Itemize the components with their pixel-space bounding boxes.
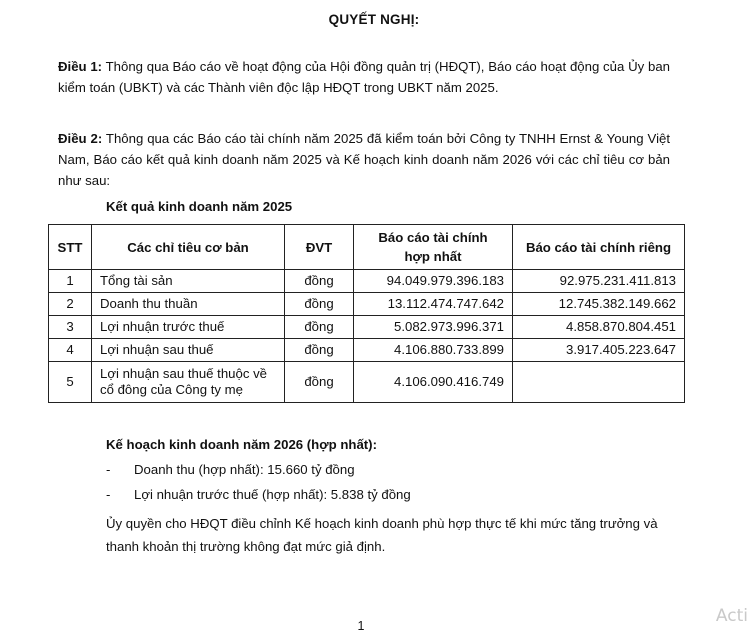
cell-unit: đồng <box>285 339 354 362</box>
cell-separate: 12.745.382.149.662 <box>513 293 685 316</box>
cell-consolidated: 94.049.979.396.183 <box>354 270 513 293</box>
article-1-paragraph <box>58 56 670 98</box>
cell-separate: 3.917.405.223.647 <box>513 339 685 362</box>
cell-separate: 4.858.870.804.451 <box>513 316 685 339</box>
cell-consolidated: 5.082.973.996.371 <box>354 316 513 339</box>
cell-indicator: Doanh thu thuần <box>92 293 285 316</box>
cell-indicator-line2: cổ đông của Công ty mẹ <box>100 382 243 397</box>
col-header-stt: STT <box>49 225 92 270</box>
table-row <box>49 362 685 403</box>
plan-bullet-profit <box>106 486 411 504</box>
col-header-consolidated-line2: hợp nhất <box>404 249 462 264</box>
cell-separate: 92.975.231.411.813 <box>513 270 685 293</box>
cell-indicator <box>92 362 285 403</box>
bullet-marker: - <box>106 462 111 477</box>
cell-unit: đồng <box>285 362 354 403</box>
table-row <box>49 270 685 293</box>
cell-consolidated: 13.112.474.747.642 <box>354 293 513 316</box>
plan-bullet-revenue <box>106 461 355 479</box>
results-table <box>48 224 685 403</box>
cell-separate <box>513 362 685 403</box>
table-row <box>49 316 685 339</box>
cell-unit: đồng <box>285 293 354 316</box>
col-header-consolidated-line1: Báo cáo tài chính <box>378 230 488 245</box>
cell-stt: 4 <box>49 339 92 362</box>
plan-heading: Kế hoạch kinh doanh năm 2026 (hợp nhất): <box>106 437 377 452</box>
plan-bullet-text: Lợi nhuận trước thuế (hợp nhất): 5.838 tỷ đồng <box>134 487 411 502</box>
col-header-consolidated <box>354 225 513 270</box>
article-1-text: Thông qua Báo cáo về hoạt động của Hội đồng quản trị (HĐQT), Báo cáo hoạt động của Ủy ban kiểm toán (UBKT) và các Thành viên độc lập HĐQT trong UBKT năm 2025. <box>58 59 670 95</box>
cell-indicator: Lợi nhuận trước thuế <box>92 316 285 339</box>
col-header-unit: ĐVT <box>285 225 354 270</box>
results-heading: Kết quả kinh doanh năm 2025 <box>106 199 293 214</box>
cell-indicator-line1: Lợi nhuận sau thuế thuộc về <box>100 366 268 381</box>
col-header-separate: Báo cáo tài chính riêng <box>513 225 685 270</box>
cell-unit: đồng <box>285 316 354 339</box>
authorization-paragraph: Ủy quyền cho HĐQT điều chỉnh Kế hoạch kinh doanh phù hợp thực tế khi mức tăng trưởng và thanh khoản thị trường không đạt mức giả định. <box>106 516 658 554</box>
cell-consolidated: 4.106.090.416.749 <box>354 362 513 403</box>
cell-stt: 5 <box>49 362 92 403</box>
plan-bullet-text: Doanh thu (hợp nhất): 15.660 tỷ đồng <box>134 462 355 477</box>
cell-stt: 1 <box>49 270 92 293</box>
article-1-label: Điều 1: <box>58 59 103 74</box>
cell-stt: 3 <box>49 316 92 339</box>
article-2-text: Thông qua các Báo cáo tài chính năm 2025 đã kiểm toán bởi Công ty TNHH Ernst & Young Việt Nam, Báo cáo kết quả kinh doanh năm 2025 và Kế hoạch kinh doanh năm 2026 với các chỉ tiêu cơ bản như sau: <box>58 131 670 188</box>
cell-indicator: Tổng tài sản <box>92 270 285 293</box>
cell-stt: 2 <box>49 293 92 316</box>
col-header-indicator: Các chỉ tiêu cơ bản <box>92 225 285 270</box>
bullet-marker: - <box>106 487 111 502</box>
table-row <box>49 339 685 362</box>
page-number: 1 <box>357 619 365 633</box>
activation-watermark: Acti <box>715 606 748 626</box>
cell-unit: đồng <box>285 270 354 293</box>
article-2-paragraph <box>58 128 670 191</box>
table-header-row <box>49 225 685 270</box>
page-title: QUYẾT NGHỊ: <box>328 12 420 27</box>
table-row <box>49 293 685 316</box>
cell-indicator: Lợi nhuận sau thuế <box>92 339 285 362</box>
cell-consolidated: 4.106.880.733.899 <box>354 339 513 362</box>
article-2-label: Điều 2: <box>58 131 103 146</box>
